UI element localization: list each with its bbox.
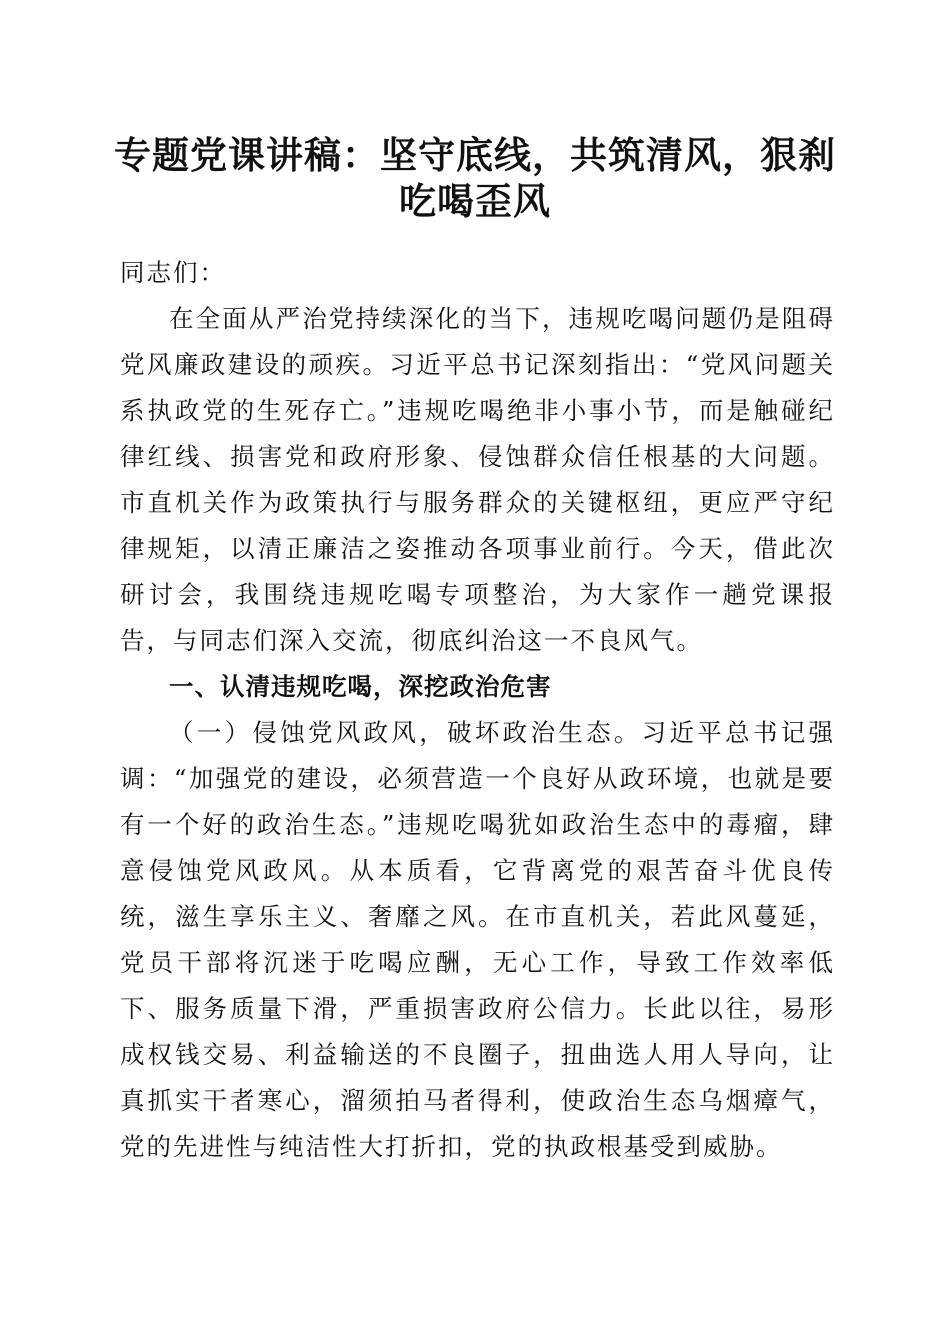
document-title: 专题党课讲稿：坚守底线，共筑清风，狠刹吃喝歪风 (114, 133, 836, 223)
intro-paragraph: 在全面从严治党持续深化的当下，违规吃喝问题仍是阻碍党风廉政建设的顽疾。习近平总书记深刻指出：“党风问题关系执政党的生死存亡。”违规吃喝绝非小事小节，而是触碰纪律红线、损害党和政府形象、侵蚀群众信任根基的大问题。市直机关作为政策执行与服务群众的关键枢纽，更应严守纪律规矩，以清正廉洁之姿推动各项事业前行。今天，借此次研讨会，我围绕违规吃喝专项整治，为大家作一趟党课报告，与同志们深入交流，彻底纠治这一不良风气。 (120, 304, 835, 655)
document-body (120, 250, 835, 1170)
salutation: 同志们： (120, 258, 226, 287)
section-heading: 一、认清违规吃喝，深挖政治危害 (169, 672, 552, 701)
body-paragraph: （一）侵蚀党风政风，破坏政治生态。习近平总书记强调：“加强党的建设，必须营造一个良好从政环境，也就是要有一个好的政治生态。”违规吃喝犹如政治生态中的毒瘤，肆意侵蚀党风政风。从本质看，它背离党的艰苦奋斗优良传统，滋生享乐主义、奢靡之风。在市直机关，若此风蔓延，党员干部将沉迷于吃喝应酬，无心工作，导致工作效率低下、服务质量下滑，严重损害政府公信力。长此以往，易形成权钱交易、利益输送的不良圈子，扭曲选人用人导向，让真抓实干者寒心，溜须拍马者得利，使政治生态乌烟瘴气，党的先进性与纯洁性大打折扣，党的执政根基受到威胁。 (120, 718, 835, 1161)
